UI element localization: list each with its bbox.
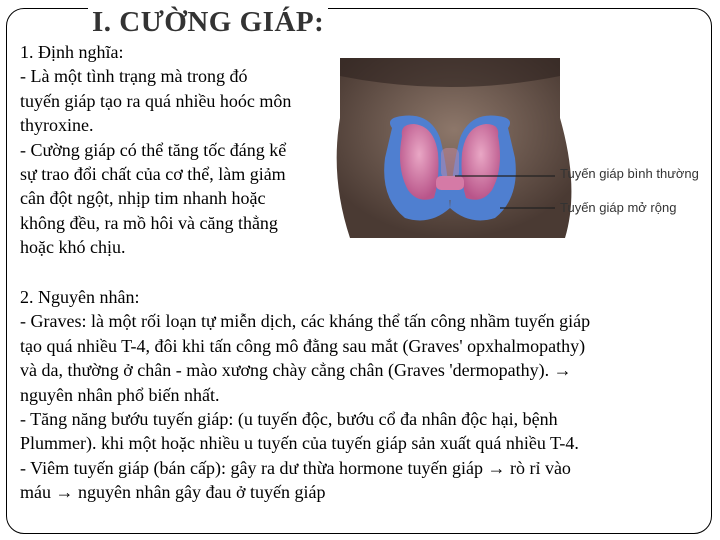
label-enlarged-thyroid: Tuyến giáp mở rộng [560, 200, 677, 215]
definition-line: - Là một tình trạng mà trong đó [20, 66, 248, 87]
causes-line: và da, thường ở chân - mào xương chày cẳng chân (Graves 'dermopathy). → [20, 360, 572, 381]
thyroid-neck-image [330, 58, 720, 248]
definition-line: không đều, ra mồ hôi và căng thẳng [20, 212, 278, 233]
trachea [441, 148, 459, 178]
definition-section [20, 40, 291, 260]
slide-title [88, 6, 328, 39]
slide-title-text: I. CƯỜNG GIÁP: [92, 6, 325, 38]
causes-line: - Viêm tuyến giáp (bán cấp): gây ra dư thừa hormone tuyến giáp → rò rỉ vào [20, 457, 571, 478]
causes-section [20, 285, 590, 505]
causes-line: - Tăng năng bướu tuyến giáp: (u tuyến độc, bướu cổ đa nhân độc hại, bệnh [20, 409, 558, 430]
label-normal-thyroid: Tuyến giáp bình thường [560, 166, 699, 181]
causes-line: Plummer). khi một hoặc nhiều u tuyến của tuyến giáp sản xuất quá nhiều T-4. [20, 433, 579, 454]
normal-isthmus [436, 176, 464, 190]
causes-line: máu → nguyên nhân gây đau ở tuyến giáp [20, 482, 326, 503]
causes-heading: 2. Nguyên nhân: [20, 287, 140, 307]
definition-line: thyroxine. [20, 115, 94, 136]
causes-line: - Graves: là một rối loạn tự miễn dịch, các kháng thể tấn công nhầm tuyến giáp [20, 311, 591, 332]
definition-line: - Cường giáp có thể tăng tốc đáng kể [20, 139, 287, 160]
definition-line: cân đột ngột, nhịp tim nhanh hoặc [20, 188, 266, 209]
definition-line: sự trao đổi chất của cơ thể, làm giảm [20, 164, 286, 185]
causes-line: tạo quá nhiều T-4, đôi khi tấn công mô đằng sau mắt (Graves' opxhalmopathy) [20, 335, 586, 356]
causes-line: nguyên nhân phổ biến nhất. [20, 384, 220, 405]
definition-heading: 1. Định nghĩa: [20, 42, 124, 62]
definition-line: tuyến giáp tạo ra quá nhiều hoóc môn [20, 90, 292, 111]
definition-line: hoặc khó chịu. [20, 237, 126, 258]
thyroid-illustration [330, 58, 720, 248]
